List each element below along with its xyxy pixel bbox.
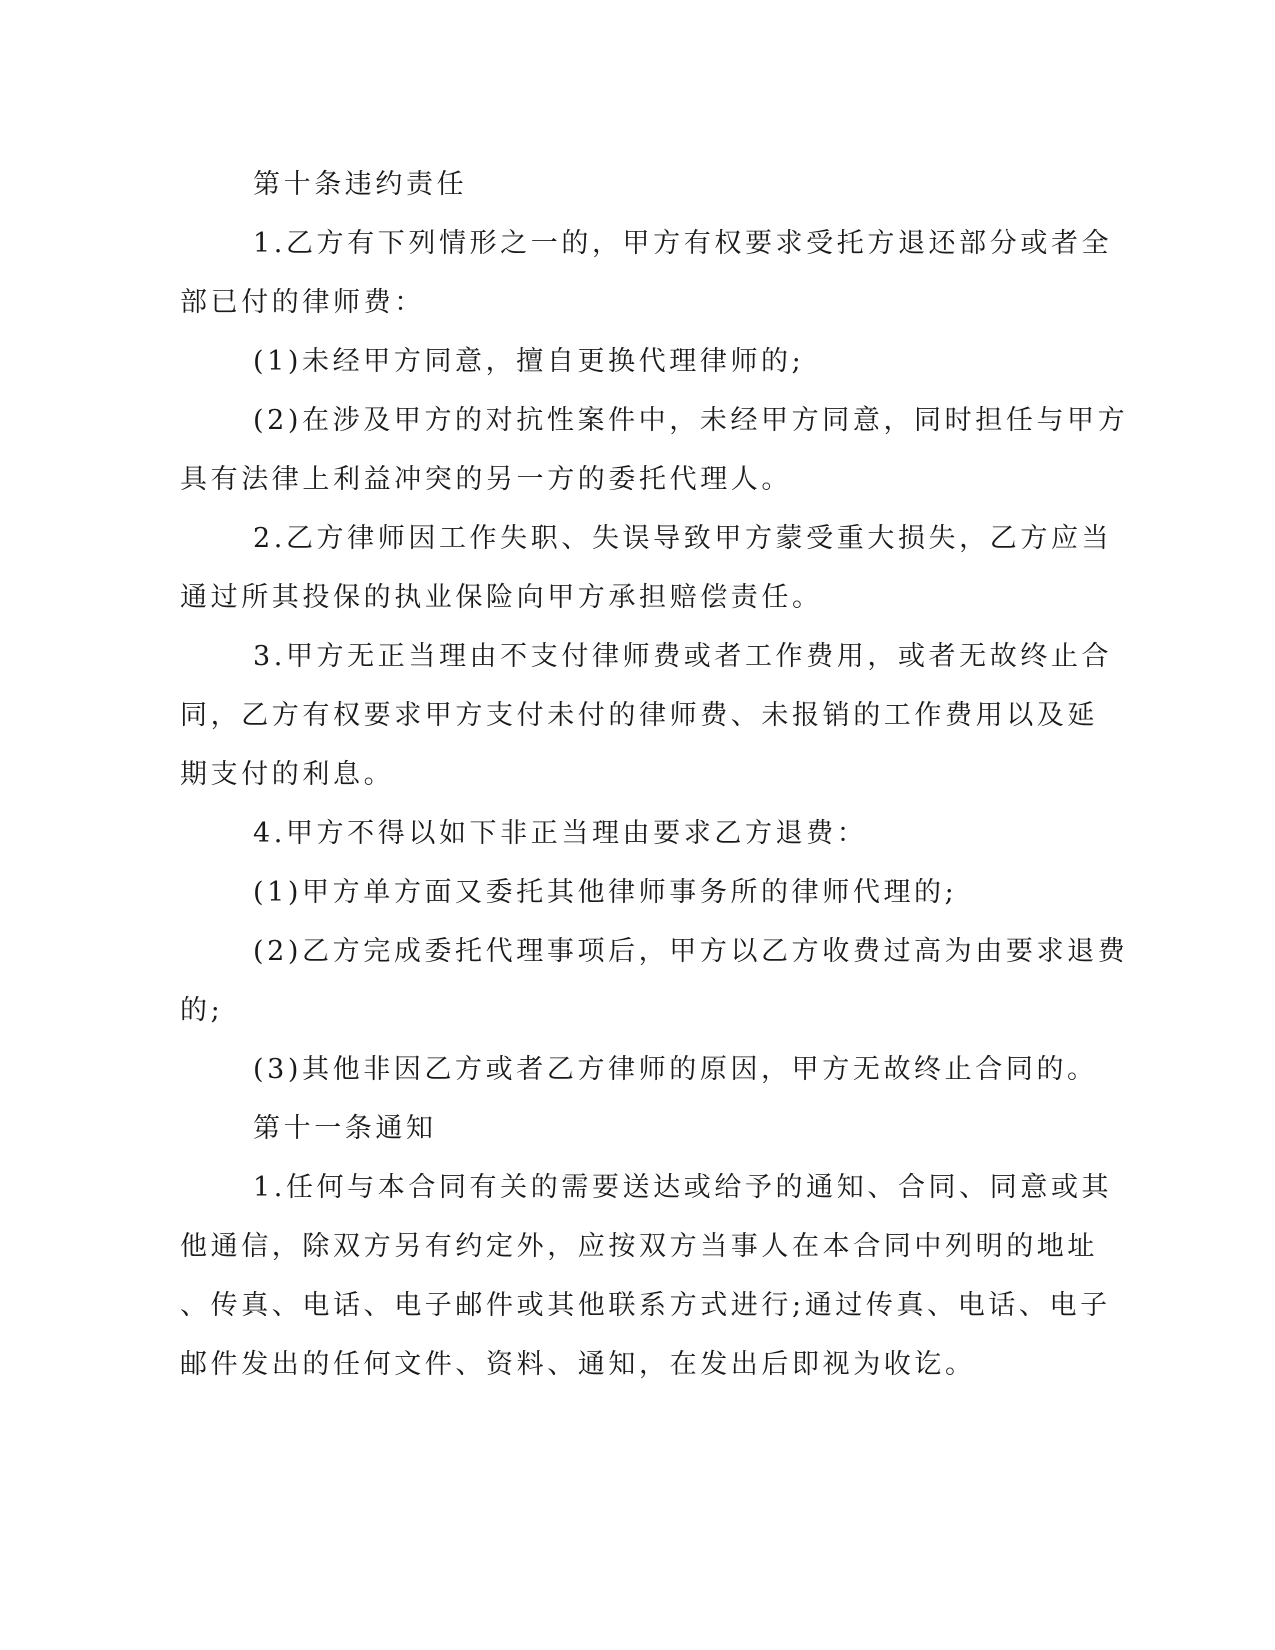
paragraph-line: (3)其他非因乙方或者乙方律师的原因，甲方无故终止合同的。 [253, 1054, 1098, 1085]
paragraph-line: (1)甲方单方面又委托其他律师事务所的律师代理的; [253, 877, 958, 908]
paragraph-line: 、传真、电话、电子邮件或其他联系方式进行;通过传真、电话、电子 [180, 1290, 1111, 1321]
section-heading: 第十条违约责任 [253, 169, 468, 200]
paragraph-line: 的; [180, 995, 224, 1026]
document-body [180, 155, 1129, 1394]
paragraph-line: 同，乙方有权要求甲方支付未付的律师费、未报销的工作费用以及延 [180, 700, 1098, 731]
paragraph-line: 邮件发出的任何文件、资料、通知，在发出后即视为收讫。 [180, 1349, 976, 1380]
paragraph-line: (2)乙方完成委托代理事项后，甲方以乙方收费过高为由要求退费 [253, 936, 1129, 967]
paragraph-line: 他通信，除双方另有约定外，应按双方当事人在本合同中列明的地址 [180, 1231, 1098, 1262]
paragraph-line: 3.甲方无正当理由不支付律师费或者工作费用，或者无故终止合 [253, 641, 1113, 672]
paragraph-line: 期支付的利息。 [180, 759, 395, 790]
paragraph-line: (1)未经甲方同意，擅自更换代理律师的; [253, 346, 805, 377]
section-heading: 第十一条通知 [253, 1113, 437, 1144]
paragraph-line: 2.乙方律师因工作失职、失误导致甲方蒙受重大损失，乙方应当 [253, 523, 1113, 554]
paragraph-line: 1.任何与本合同有关的需要送达或给予的通知、合同、同意或其 [253, 1172, 1113, 1203]
paragraph-line: 1.乙方有下列情形之一的，甲方有权要求受托方退还部分或者全 [253, 228, 1113, 259]
paragraph-line: 部已付的律师费： [180, 287, 425, 318]
paragraph-line: (2)在涉及甲方的对抗性案件中，未经甲方同意，同时担任与甲方 [253, 405, 1129, 436]
paragraph-line: 具有法律上利益冲突的另一方的委托代理人。 [180, 464, 792, 495]
paragraph-line: 4.甲方不得以如下非正当理由要求乙方退费： [253, 818, 868, 849]
paragraph-line: 通过所其投保的执业保险向甲方承担赔偿责任。 [180, 582, 823, 613]
